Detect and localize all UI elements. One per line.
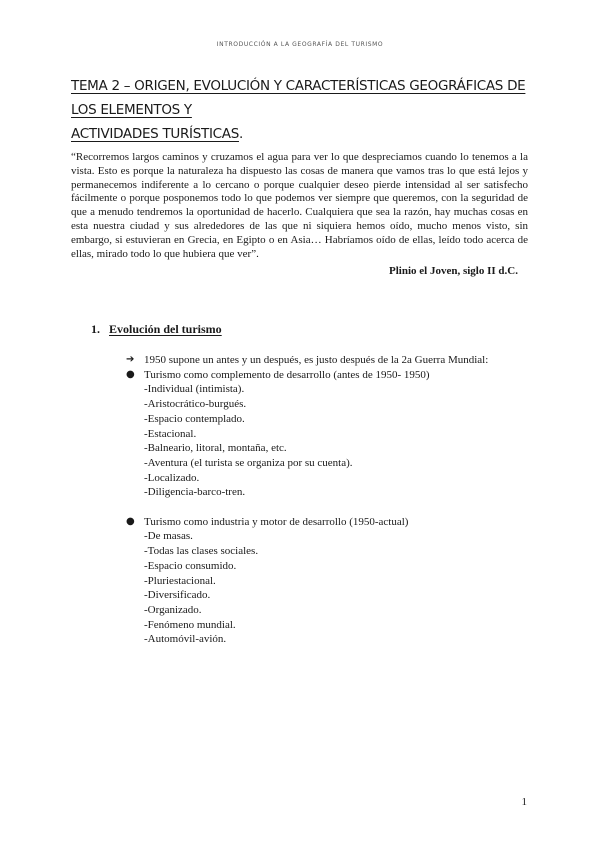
title-line-2: ACTIVIDADES TURÍSTICAS [71,126,239,142]
bullet-group-1-title [126,368,546,383]
section-heading [91,322,222,337]
arrow-item-text: 1950 supone un antes y un después, es justo después de la 2a Guerra Mundial: [144,354,489,366]
list-item: -Individual (intimista). [144,383,245,396]
quote-author: Plinio el Joven, siglo II d.C. [389,265,518,277]
section-title: Evolución del turismo [109,322,222,336]
list-item: -Todas las clases sociales. [144,545,259,558]
list-item: -Espacio contemplado. [144,412,245,425]
page-number: 1 [521,796,527,808]
list-item: -Balneario, litoral, montaña, etc. [144,442,287,455]
list-item: -Diversificado. [144,589,211,602]
section-number: 1. [91,322,100,336]
list-item: -Diligencia-barco-tren. [144,486,246,499]
bullet-dot-icon: ● [126,368,135,380]
list-spacer [126,500,546,515]
title-trailing-period: . [238,126,243,142]
bullet-group-2-title [126,515,546,530]
list-item: -De masas. [144,530,193,543]
title-line-1: TEMA 2 – ORIGEN, EVOLUCIÓN Y CARACTERÍSTICAS GEOGRÁFICAS DE LOS ELEMENTOS Y [71,78,526,118]
list-item: -Organizado. [144,603,202,616]
arrow-bullet-icon: ➔ [126,354,135,365]
epigraph-quote: “Recorremos largos caminos y cruzamos el agua para ver lo que despreciamos cuando lo tenemos a la vista. Esto es porque la naturaleza ha dispuesto las cosas de manera que vamos tras lo que está lejos y permanecemos indiferente a lo cercano o porque cualquier deseo pierde intensidad al ser satisfecho fácilmente o porque posponemos todo lo que podemos ver siempre que queremos, con la seguridad de que a menudo tendremos la oportunidad de hacerlo. Cualquiera que sea la razón, hay muchas cosas en esta nuestra ciudad y sus alrededores de las que ni siquiera hemos oído, mucho menos visto, sin embargo, si estuvieran en Grecia, en Egipto o en Asia… Habríamos oído de ellas, leído todo acerca de ellas, mirado todo lo que hubiera que ver”. [71,151,528,260]
group-title-text: Turismo como industria y motor de desarrollo (1950-actual) [144,515,409,528]
bullet-dot-icon: ● [126,515,135,527]
list-item: -Fenómeno mundial. [144,618,236,631]
list-item: -Localizado. [144,471,200,484]
running-header: INTRODUCCIÓN A LA GEOGRAFÍA DEL TURISMO [216,41,384,48]
document-title [71,74,541,146]
arrow-list-item [126,353,546,368]
list-item: -Aventura (el turista se organiza por su cuenta). [144,456,353,469]
list-item: -Aristocrático-burgués. [144,398,247,411]
list-item: -Espacio consumido. [144,559,237,572]
list-item: -Pluriestacional. [144,574,216,587]
section-content [126,353,546,647]
list-item: -Automóvil-avión. [144,633,227,646]
group-title-text: Turismo como complemento de desarrollo (antes de 1950- 1950) [144,368,430,381]
list-item: -Estacional. [144,427,197,440]
